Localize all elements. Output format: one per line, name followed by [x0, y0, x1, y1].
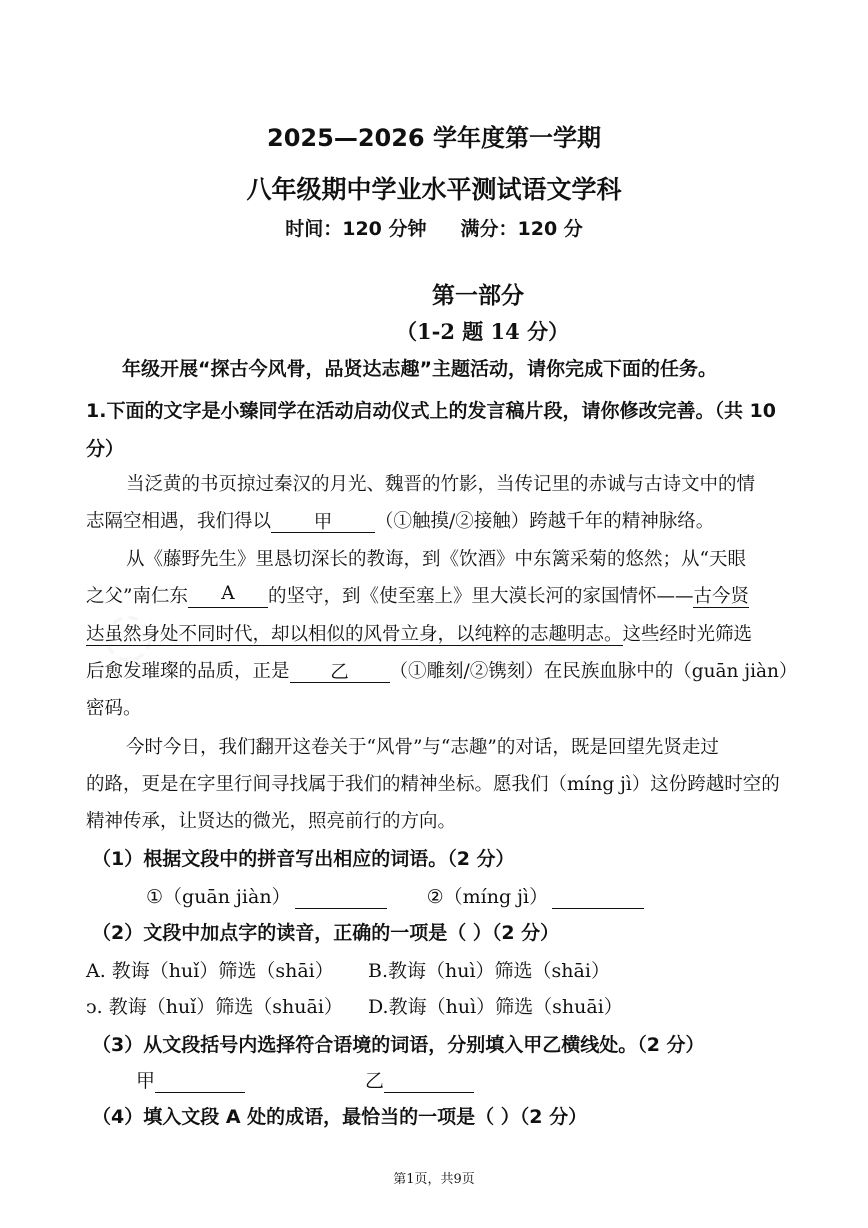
exam-title: 2025—2026 学年度第一学期 — [267, 124, 601, 152]
answer-blank-1[interactable] — [295, 884, 387, 909]
exam-time-score — [0, 214, 868, 241]
passage-p3-line1: 今时今日，我们翻开这卷关于“风骨”与“志趣”的对话，既是回望先贤走过 — [126, 737, 719, 758]
q1-prompt-line2: 分） — [86, 438, 125, 460]
sub2-option-c: ↄ. 教诲（huǐ）筛选（shuāi） — [86, 996, 343, 1018]
passage-p2-line3: 达虽然身处不同时代，却以相似的风骨立身，以纯粹的志趣明志。这些经时光筛选 — [86, 624, 753, 645]
page-footer: 第1页，共9页 — [393, 1172, 475, 1187]
passage-p2-line5: 密码。 — [86, 698, 142, 719]
sub2-option-a: A. 教诲（huǐ）筛选（shāi） — [86, 960, 334, 982]
exam-subtitle: 八年级期中学业水平测试语文学科 — [246, 175, 622, 204]
sub2-prompt: （2）文段中加点字的读音，正确的一项是（ ）（2 分） — [92, 922, 560, 944]
section-subtitle: （1-2 题 14 分） — [396, 319, 570, 344]
sub1-item1: ①（guān jiàn） — [146, 886, 291, 908]
intro-text: 年级开展“探古今风骨，品贤达志趣”主题活动，请你完成下面的任务。 — [122, 358, 717, 380]
passage-p1-line2: 志隔空相遇，我们得以 甲 （①触摸/②接触）跨越千年的精神脉络。 — [86, 507, 714, 533]
sub4-prompt: （4）填入文段 A 处的成语，最恰当的一项是（ ）（2 分） — [92, 1106, 588, 1128]
passage-p1-line1: 当泛黄的书页掠过秦汉的月光、魏晋的竹影，当传记里的赤诚与古诗文中的情 — [126, 474, 756, 495]
sub2-option-b: B.教诲（huì）筛选（shāi） — [368, 960, 610, 982]
answer-blank-2[interactable] — [552, 884, 644, 909]
sub1-item2: ②（míng jì） — [426, 886, 549, 908]
sub3-prompt: （3）从文段括号内选择符合语境的词语，分别填入甲乙横线处。（2 分） — [92, 1034, 705, 1056]
blank-a: A — [188, 583, 268, 608]
answer-blank-yi[interactable] — [384, 1068, 474, 1093]
passage-p2-line1: 从《藤野先生》里恳切深长的教诲，到《饮酒》中东篱采菊的悠然；从“天眼 — [126, 549, 746, 570]
sub3-yi-label: 乙 — [365, 1070, 385, 1092]
section-title: 第一部分 — [432, 283, 524, 309]
time-label: 时间：120 分钟 — [285, 218, 427, 240]
passage-p2-line4: 后愈发璀璨的品质，正是 乙 （①雕刻/②镌刻）在民族血脉中的（guān jiàn） — [86, 657, 797, 683]
passage-p3-line2: 的路，更是在字里行间寻找属于我们的精神坐标。愿我们（míng jì）这份跨越时空的 — [86, 774, 780, 795]
blank-jia: 甲 — [271, 508, 375, 533]
passage-p3-line3: 精神传承，让贤达的微光，照亮前行的方向。 — [86, 811, 457, 832]
blank-yi: 乙 — [290, 658, 390, 683]
score-label: 满分：120 分 — [460, 218, 583, 240]
q1-prompt-line1: 1.下面的文字是小臻同学在活动启动仪式上的发言稿片段，请你修改完善。（共 10 — [86, 400, 776, 422]
passage-p2-line2: 之父”南仁东 A 的坚守，到《使至塞上》里大漠长河的家国情怀——古今贤 — [86, 583, 749, 607]
sub3-jia-label: 甲 — [136, 1070, 156, 1092]
sub1-prompt: （1）根据文段中的拼音写出相应的词语。（2 分） — [92, 848, 515, 870]
sub3-answers — [136, 1066, 474, 1093]
sub1-items — [146, 882, 644, 909]
answer-blank-jia[interactable] — [155, 1068, 245, 1093]
sub2-option-d: D.教诲（huì）筛选（shuāi） — [368, 996, 623, 1018]
